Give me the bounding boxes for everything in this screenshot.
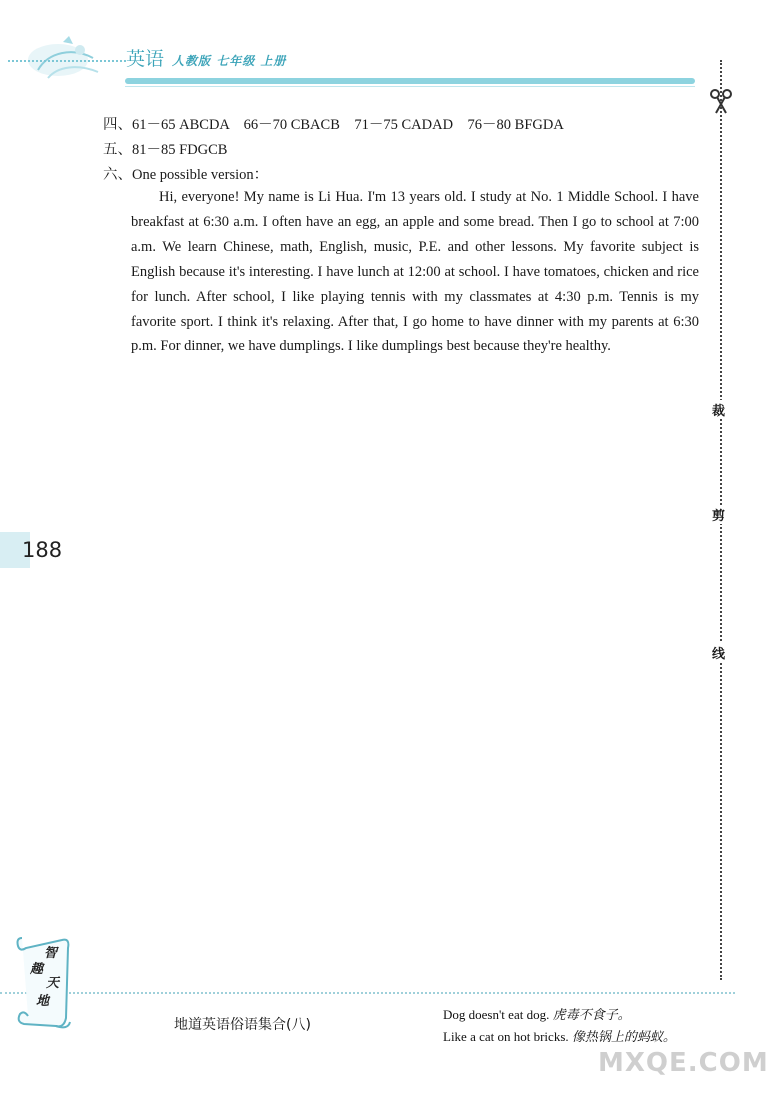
- scroll-char: 地: [36, 994, 50, 1009]
- footer-title: 地道英语俗语集合(八): [174, 1017, 311, 1033]
- header-volume: 上册: [260, 54, 287, 68]
- watermark: MXQE.COM: [598, 1048, 769, 1078]
- proverb-chinese: 像热锅上的蚂蚁。: [571, 1030, 676, 1045]
- header-rule-thin: [125, 86, 695, 87]
- answer-section-label: 六、: [103, 167, 132, 183]
- header-meta: [172, 52, 286, 69]
- header-dotted-line: [8, 60, 126, 70]
- proverb-chinese: 虎毒不食子。: [552, 1008, 631, 1023]
- answer-section-label: 四、: [103, 117, 132, 133]
- cut-line-char: 剪: [712, 505, 725, 524]
- cut-line-char: 裁: [712, 400, 725, 419]
- footer-dotted-line: [0, 992, 735, 994]
- scroll-char: 趣: [30, 962, 44, 977]
- answer-list: [103, 113, 703, 188]
- header-rule: [125, 78, 695, 84]
- proverb-english: Like a cat on hot bricks.: [443, 1029, 569, 1044]
- page-number: 188: [22, 538, 63, 562]
- answer-text: 61－65 ABCDA 66－70 CBACB 71－75 CADAD 76－80 BFGDA: [132, 117, 564, 133]
- scroll-char: 天: [46, 976, 60, 991]
- answer-line: [103, 138, 703, 163]
- answer-text: 81－85 FDGCB: [132, 142, 228, 158]
- header-edition: 人教版: [172, 54, 212, 68]
- proverb-line: [443, 1004, 631, 1023]
- proverb-english: Dog doesn't eat dog.: [443, 1007, 550, 1022]
- answer-section-label: 五、: [103, 142, 132, 158]
- scissors-icon: [706, 86, 736, 116]
- header-subject: 英语: [126, 48, 165, 70]
- proverb-line: [443, 1026, 676, 1045]
- answer-line: [103, 113, 703, 138]
- scroll-char: 智: [44, 946, 58, 961]
- sample-essay: Hi, everyone! My name is Li Hua. I'm 13 years old. I study at No. 1 Middle School. I have breakfast at 6:30 a.m. I often have an egg, an apple and some bread. Then I go to school at 7:00 a.m. We learn Chinese, math, English, music, P.E. and other lessons. My favorite subject is English because it's interesting. I have lunch at 12:00 at school. I have tomatoes, chicken and rice for lunch. After school, I like playing tennis with my classmates at 4:30 p.m. Tennis is my favorite sport. I think it's relaxing. After that, I go home to have dinner with my parents at 6:30 p.m. For dinner, we have dumplings. I like dumplings best because they're healthy.: [131, 189, 699, 355]
- cut-line-char: 线: [712, 643, 725, 662]
- header-decoration: [18, 22, 128, 92]
- answer-text: One possible version：: [132, 167, 269, 183]
- header-grade: 七年级: [216, 54, 256, 68]
